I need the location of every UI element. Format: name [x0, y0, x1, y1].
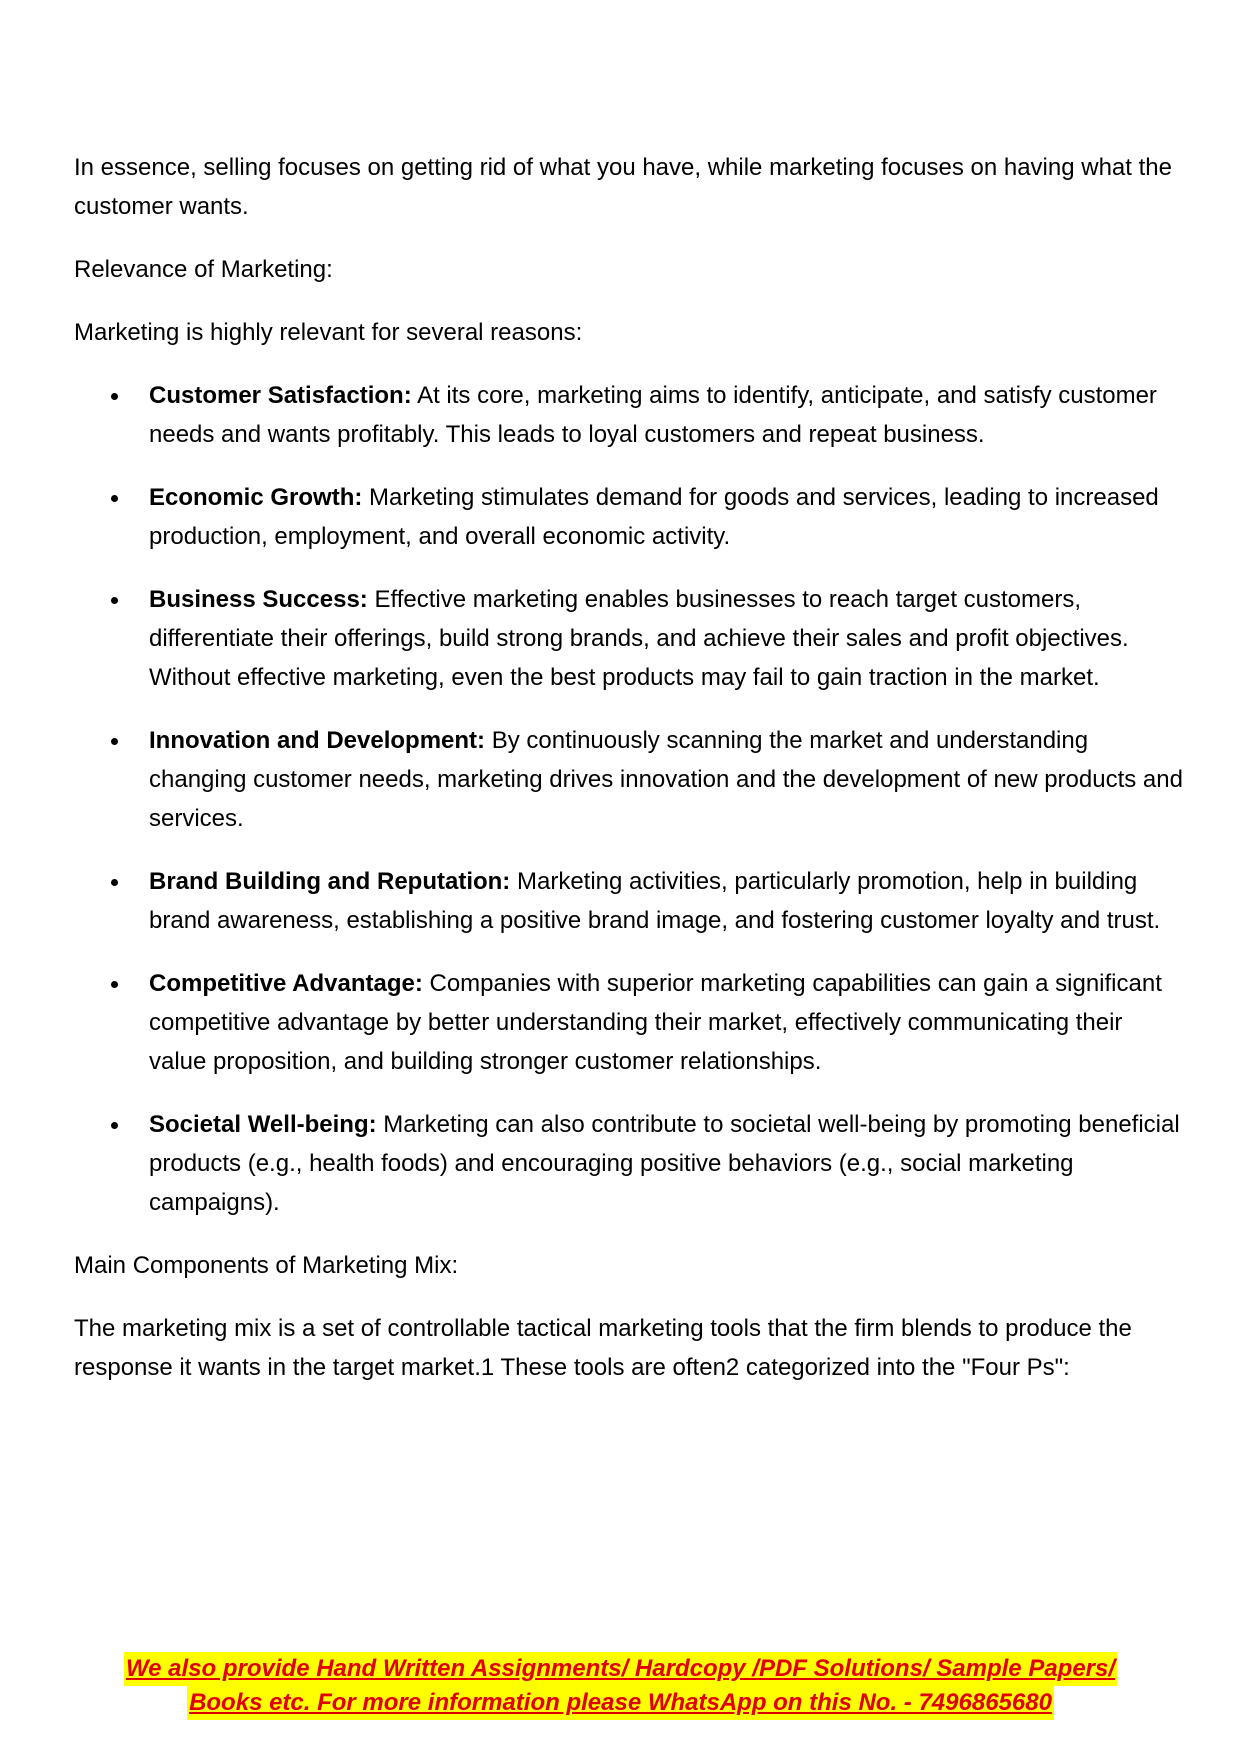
relevance-intro: Marketing is highly relevant for several reasons: — [74, 319, 583, 346]
reason-title: Competitive Advantage: — [149, 970, 423, 997]
reason-title: Business Success: — [149, 586, 368, 613]
promo-line-1: We also provide Hand Written Assignments/ Hardcopy /PDF Solutions/ Sample Papers/ — [124, 1652, 1117, 1686]
promo-footer — [0, 1652, 1241, 1720]
reason-item — [74, 478, 1184, 556]
bullet-icon — [111, 738, 118, 745]
reason-title: Brand Building and Reputation: — [149, 868, 511, 895]
reason-item — [74, 376, 1184, 454]
promo-line-2: Books etc. For more information please WhatsApp on this No. - 7496865680 — [187, 1686, 1054, 1720]
bullet-icon — [111, 597, 118, 604]
bullet-icon — [111, 495, 118, 502]
reason-item — [74, 580, 1184, 697]
bullet-icon — [111, 879, 118, 886]
reason-title: Societal Well-being: — [149, 1111, 377, 1138]
reason-item — [74, 964, 1184, 1081]
reason-text: Marketing stimulates demand for goods and services, leading to increased production, employment, and overall economic activity. — [149, 484, 1159, 550]
reason-text: Effective marketing enables businesses to reach target customers, differentiate their offerings, build strong brands, and achieve their sales and profit objectives. Without effective marketing, even the best products may fail to gain traction in the market. — [149, 586, 1129, 691]
reason-text: At its core, marketing aims to identify, anticipate, and satisfy customer needs and wants profitably. This leads to loyal customers and repeat business. — [149, 382, 1157, 448]
bullet-icon — [111, 393, 118, 400]
reason-text: Companies with superior marketing capabilities can gain a significant competitive advantage by better understanding their market, effectively communicating their value proposition, and building stronger customer relationships. — [149, 970, 1162, 1075]
bullet-icon — [111, 981, 118, 988]
reason-item — [74, 862, 1184, 940]
reason-text: Marketing activities, particularly promotion, help in building brand awareness, establishing a positive brand image, and fostering customer loyalty and trust. — [149, 868, 1161, 934]
reason-text: Marketing can also contribute to societal well-being by promoting beneficial products (e.g., health foods) and encouraging positive behaviors (e.g., social marketing campaigns). — [149, 1111, 1180, 1216]
reason-title: Economic Growth: — [149, 484, 363, 511]
mix-intro: The marketing mix is a set of controllable tactical marketing tools that the firm blends to produce the response it wants in the target market.1 These tools are often2 categorized into the "Four Ps": — [74, 1315, 1132, 1381]
relevance-heading: Relevance of Marketing: — [74, 256, 333, 283]
reasons-list — [74, 376, 1184, 1222]
reason-text: By continuously scanning the market and understanding changing customer needs, marketing drives innovation and the development of new products and services. — [149, 727, 1183, 832]
mix-heading: Main Components of Marketing Mix: — [74, 1252, 459, 1279]
document-page — [74, 148, 1184, 1411]
reason-title: Customer Satisfaction: — [149, 382, 412, 409]
reason-item — [74, 1105, 1184, 1222]
intro-paragraph: In essence, selling focuses on getting rid of what you have, while marketing focuses on having what the customer wants. — [74, 154, 1172, 220]
bullet-icon — [111, 1122, 118, 1129]
reason-title: Innovation and Development: — [149, 727, 486, 754]
reason-item — [74, 721, 1184, 838]
